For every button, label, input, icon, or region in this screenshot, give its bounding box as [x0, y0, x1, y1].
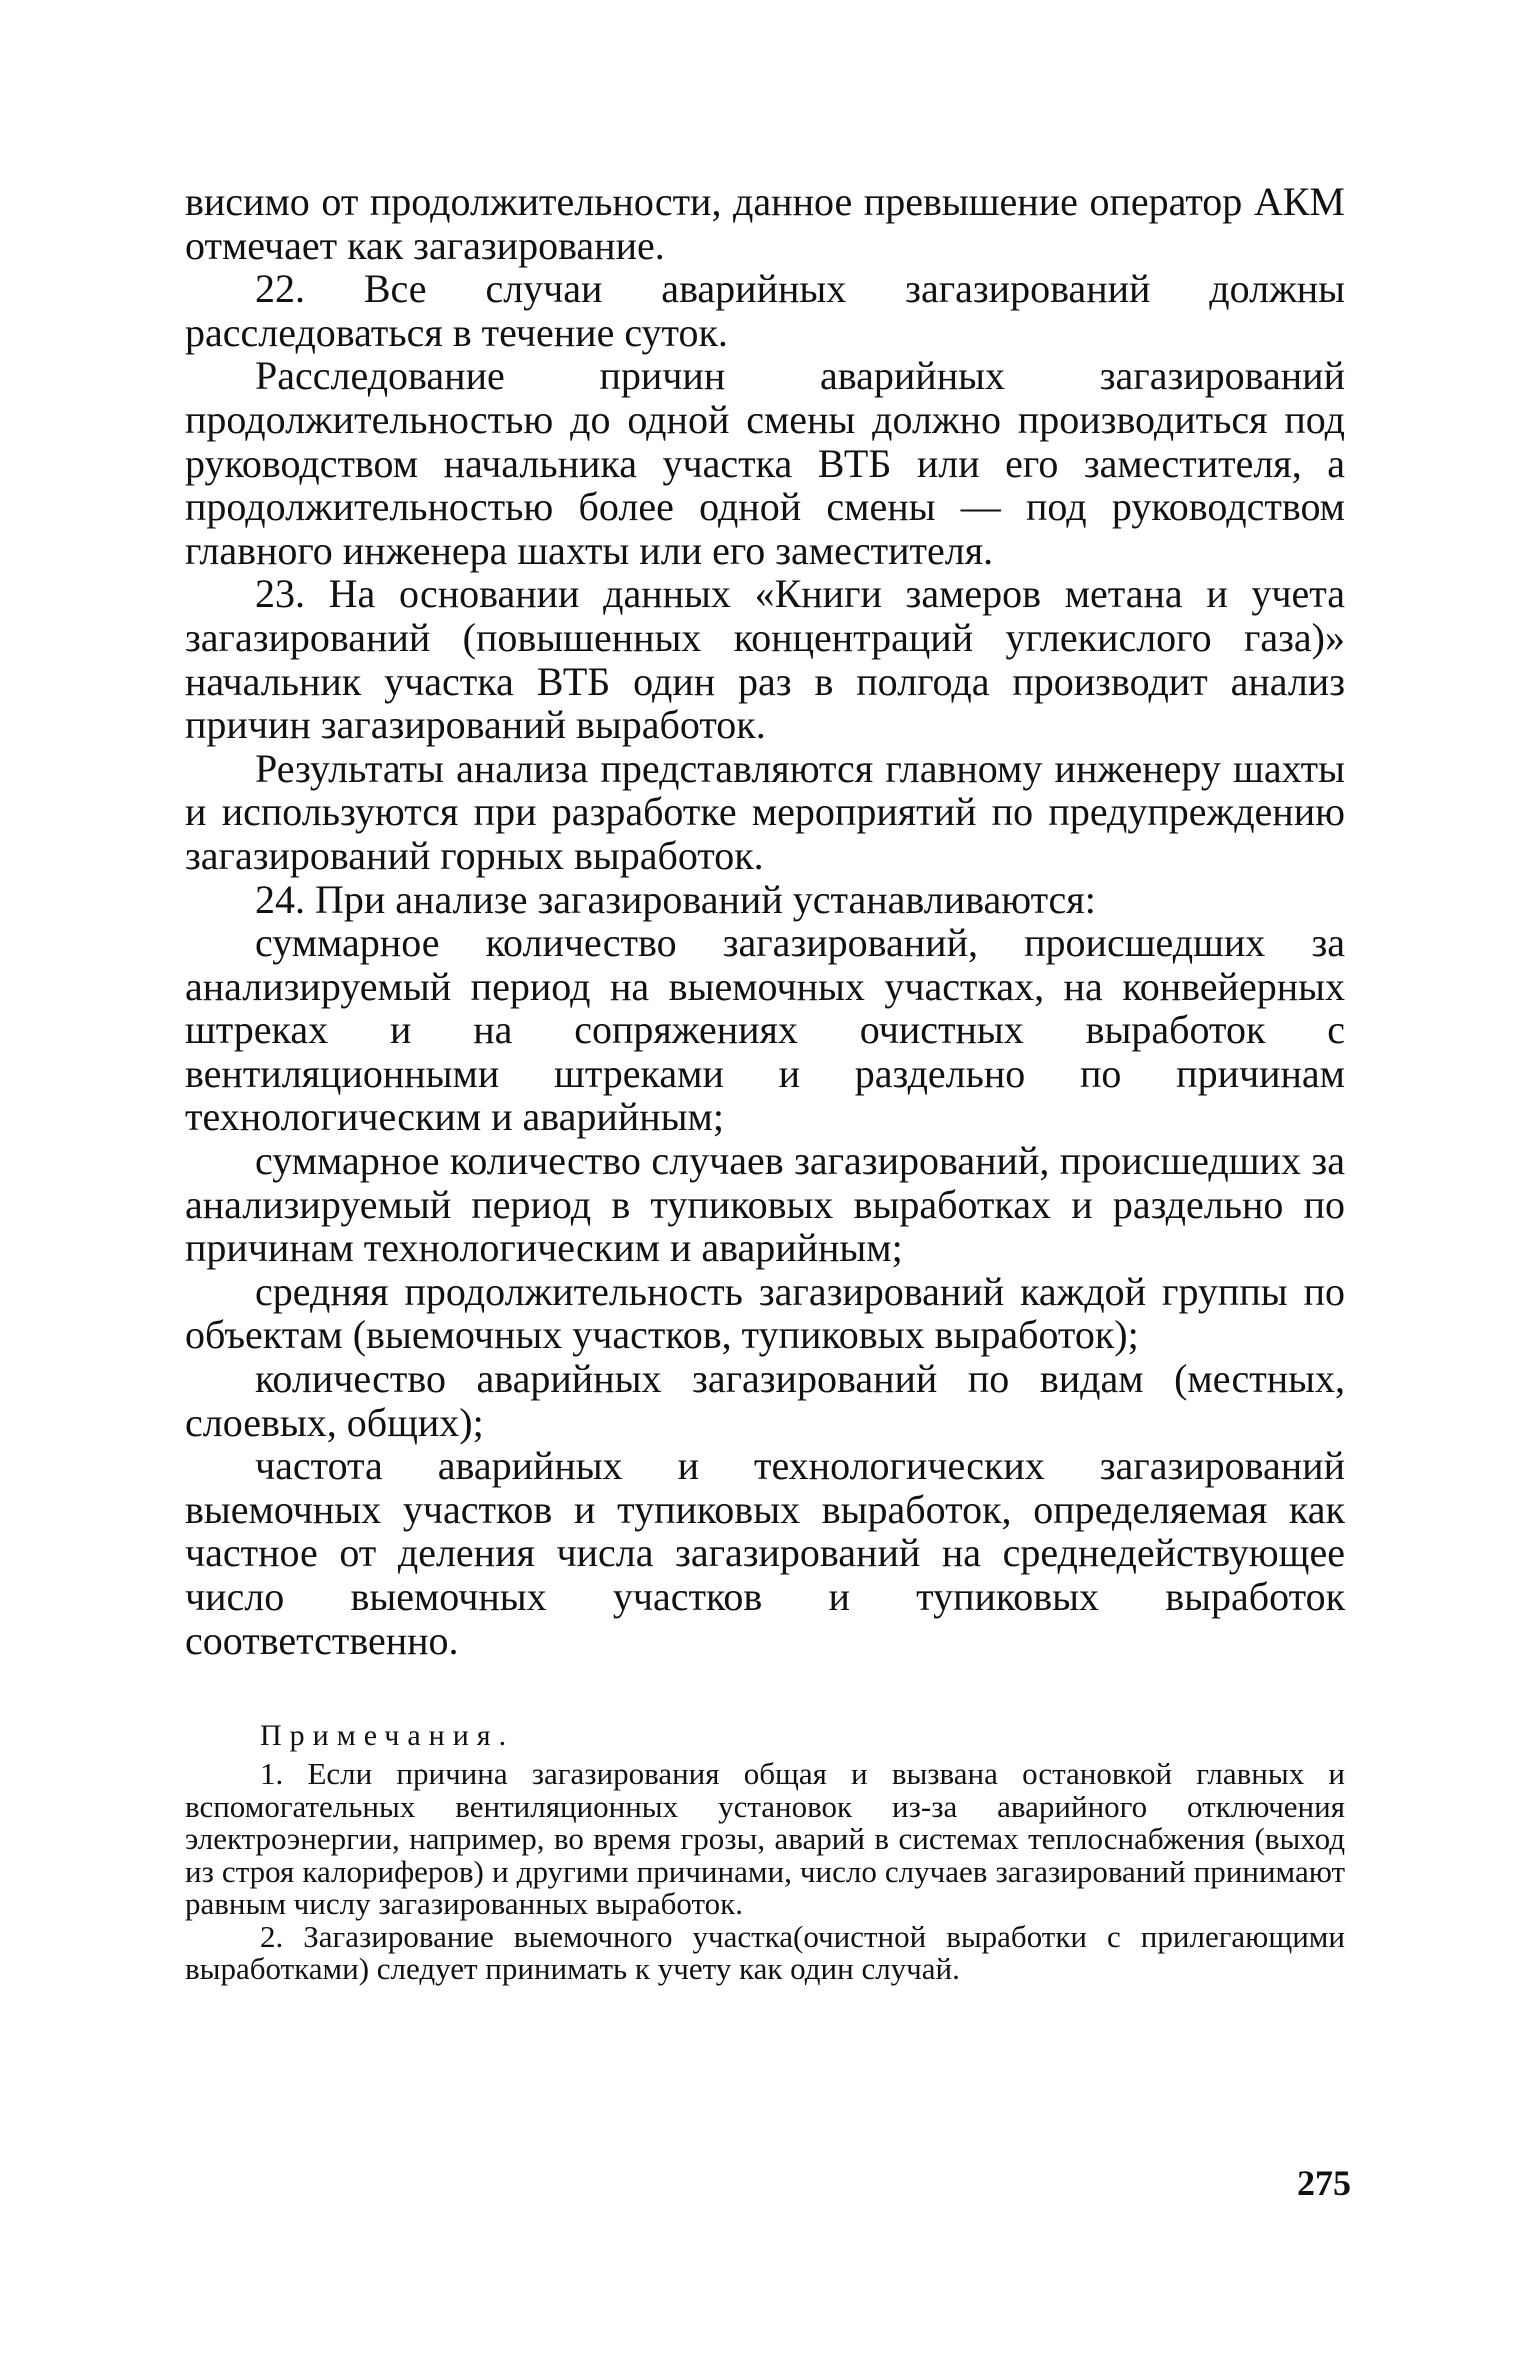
list-item-frequency: частота аварийных и технологических загазирований выемочных участков и тупиковых выработок, определяемая как частное от деления числа загазирований на среднедействующее число выемочных участков и тупиковых выработок соответственно. — [185, 1443, 1345, 1663]
list-item-dead-end-count: суммарное количество случаев загазирований, происшедших за анализируемый период в тупиковых выработках и раздельно по причинам технологическим и аварийным; — [185, 1138, 1345, 1271]
page-number: 275 — [1297, 2163, 1351, 2203]
paragraph-24: 24. При анализе загазирований устанавливаются: — [255, 876, 1096, 922]
page-content — [185, 180, 1345, 1986]
notes-title: Примечания. — [260, 1719, 515, 1753]
paragraph-continuation: висимо от продолжительности, данное превышение оператор АКМ отмечает как загазирование. — [185, 179, 1345, 268]
notes-section — [185, 1714, 1345, 1986]
list-item-total-count: суммарное количество загазирований, происшедших за анализируемый период на выемочных участках, на конвейерных штреках и на сопряжениях очистных выработок с вентиляционными штреками и раздельно по причинам технологическим и аварийным; — [185, 920, 1345, 1140]
paragraph-22: 22. Все случаи аварийных загазирований должны расследоваться в течение суток. — [185, 266, 1345, 355]
main-text — [185, 180, 1345, 1662]
note-1: 1. Если причина загазирования общая и вызвана остановкой главных и вспомогательных вентиляционных установок из-за аварийного отключения электроэнергии, например, во время грозы, аварий в системах теплоснабжения (выход из строя калориферов) и другими причинами, число случаев загазирований принимают равным числу загазированных выработок. — [185, 1756, 1345, 1922]
list-item-average-duration: средняя продолжительность загазирований каждой группы по объектам (выемочных участков, тупиковых выработок); — [185, 1268, 1345, 1358]
paragraph-23: 23. На основании данных «Книги замеров метана и учета загазирований (повышенных концентраций углекислого газа)» начальник участка ВТБ один раз в полгода производит анализ причин загазирований выработок. — [185, 571, 1345, 748]
paragraph-investigation: Расследование причин аварийных загазирований продолжительностью до одной смены должно производиться под руководством начальника участка ВТБ или его заместителя, а продолжительностью более одной смены — под руководством главного инженера шахты или его заместителя. — [185, 353, 1345, 573]
note-2: 2. Загазирование выемочного участка(очистной выработки с прилегающими выработками) следует принимать к учету как один случай. — [185, 1918, 1345, 1987]
paragraph-results: Результаты анализа представляются главному инженеру шахты и используются при разработке мероприятий по предупреждению загазирований горных выработок. — [185, 745, 1345, 878]
list-item-accident-types: количество аварийных загазирований по видам (местных, слоевых, общих); — [185, 1356, 1345, 1445]
